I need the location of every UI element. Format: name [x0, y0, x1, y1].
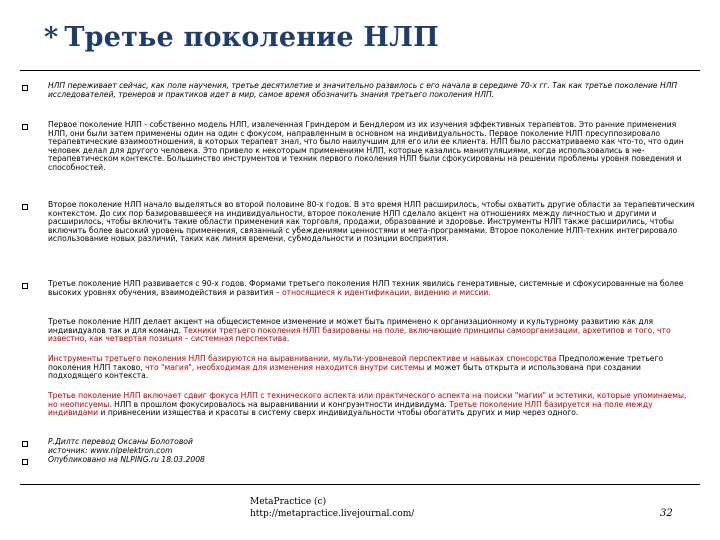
paragraph-second-generation: Второе поколение НЛП начало выделяться во второй половине 80-х годов. В это время НЛП расширилось, чтобы охватить другие области за терапевтическим контекстом. До сих пор базировавшееся на индивидуальности, второе поколение НЛП сделало акцент на отношениях между личностью и другими и расширилось, чтобы включить такие области применения как торговля, продажи, образование и здоровье. Инструменты НЛП также расширились, чтобы включить более высокий уровень применения, связанный с убеждениями ценностями и мета-программами. Второе поколение НЛП-техник интегрировало использование новых различий, таких как линия времени, субмодальности и позиции восприятия. [48, 200, 695, 244]
text-highlight: относящиеся к идентификации, видению и миссии. [282, 287, 491, 297]
bullet-marker [22, 204, 28, 210]
slide-title [44, 22, 439, 53]
text-plain: и может быть открыта и использована при создании подходящего контекста. [48, 362, 641, 381]
page-number: 32 [660, 508, 673, 519]
paragraph-tools [48, 355, 696, 381]
title-text: Третье поколение НЛП [64, 22, 439, 53]
footer [250, 496, 414, 520]
text-plain: Третье поколение НЛП делает акцент на общесистемное изменение и может быть применено к организационному и культурному развитию как для индивидуалов так и для команд. [48, 317, 654, 335]
text-plain: Третье поколение НЛП развивается с 90-х годов. Формами третьего поколения НЛП техник явились генеративные, системные и сфокусированные на более высоких уровнях обучения, взаимодействия и развития – [48, 279, 684, 297]
text-highlight: Техники третьего поколения НЛП базированы на поле, включающие принципы самоорганизации, архетипов и того, что известно, как четвертая позиция – системная перспектива. [48, 325, 671, 344]
text-highlight: Третье поколение НЛП базируется на поле между индивидами [48, 399, 653, 418]
published-note: Опубликовано на NLPING.ru 18.03.2008 [48, 455, 205, 464]
text-plain: Предположение третьего поколения НЛП таково, [48, 354, 664, 372]
footer-divider [20, 484, 700, 485]
bullet-marker [22, 283, 28, 289]
footer-copyright: MetaPractice (c) [250, 497, 327, 507]
bullet-marker [22, 124, 28, 130]
text-highlight: Третье поколение НЛП включает сдвиг фокуса НЛП с технического аспекта или практического аспекта на поиски "магии" и эстетики, которые упоминаемы, но неописуемы. [48, 391, 687, 409]
footer-link[interactable]: http://metapractice.livejournal.com/ [250, 509, 415, 519]
bullet-marker [22, 441, 28, 447]
bullet-marker [22, 459, 28, 465]
bullet-marker [22, 85, 28, 91]
credit-source: источник: www.nlpelektron.com [48, 446, 173, 455]
text-highlight: Инструменты третьего поколения НЛП базируются на выравнивании, мульти-уровневой перспективе и навыках спонсорства [48, 354, 557, 363]
paragraph-magic [48, 392, 696, 418]
paragraph-third-generation [48, 280, 696, 297]
title-divider [20, 70, 700, 71]
paragraph-first-generation: Первое поколение НЛП - собственно модель НЛП, извлеченная Гриндером и Бендлером из их изучения эффективных терапевтов. Это ранние применения НЛП, они были затем применены один на один с фокусом, направленным в основном на индивидуальность. Первое поколение НЛП пресуппозировало терапевтические взаимоотношения, в которых терапевт знал, что было наилучшим для его или ее клиента. НЛП было рассматриваемо как что-то, что один человек делал для другого человека. Это привело к некоторым применениям НЛП, которые казались манипуляциями, когда использовались в не-терапевтическом контексте. Большинство инструментов и техник первого поколения НЛП были сфокусированы на решении проблемы уровня поведения и способностей. [48, 120, 684, 172]
text-plain: и привнесении изящества и красоты в систему сверх индивидуальности чтобы обогатить других и мир через одного. [98, 408, 579, 418]
paragraph-intro: НЛП переживает сейчас, как поле научения, третье десятилетие и значительно развилось с его начала в середине 70-х гг. Так как третье поколение НЛП исследователей, тренеров и практиков идет в мир, самое время обозначить знания третьего поколения НЛП. [48, 81, 678, 99]
title-star: * [44, 22, 59, 53]
text-plain: НЛП в прошлом фокусировалось на выравнивании и конгруэнтности индивидума. [111, 399, 450, 409]
paragraph-systemic-change [48, 318, 696, 344]
text-highlight: что "магия", необходимая для изменения находится внутри системы [145, 362, 425, 372]
credit-author: Р.Дилтс перевод Оксаны Болотовой [48, 437, 193, 446]
